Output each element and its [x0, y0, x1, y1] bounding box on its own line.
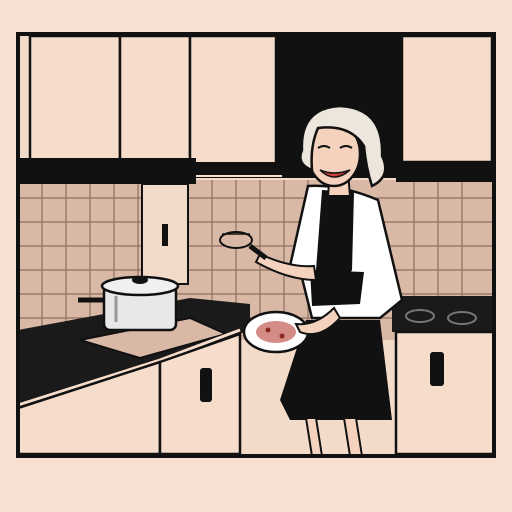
cabinet-handle: [200, 368, 212, 402]
lower-cabinets-right: [396, 332, 494, 454]
food-plate: [244, 312, 308, 352]
power-outlet: [162, 224, 168, 246]
wall-column: [142, 184, 188, 284]
stove-right: [392, 296, 494, 332]
upper-cabinets: [20, 36, 494, 184]
cabinet-handle-right: [430, 352, 444, 386]
